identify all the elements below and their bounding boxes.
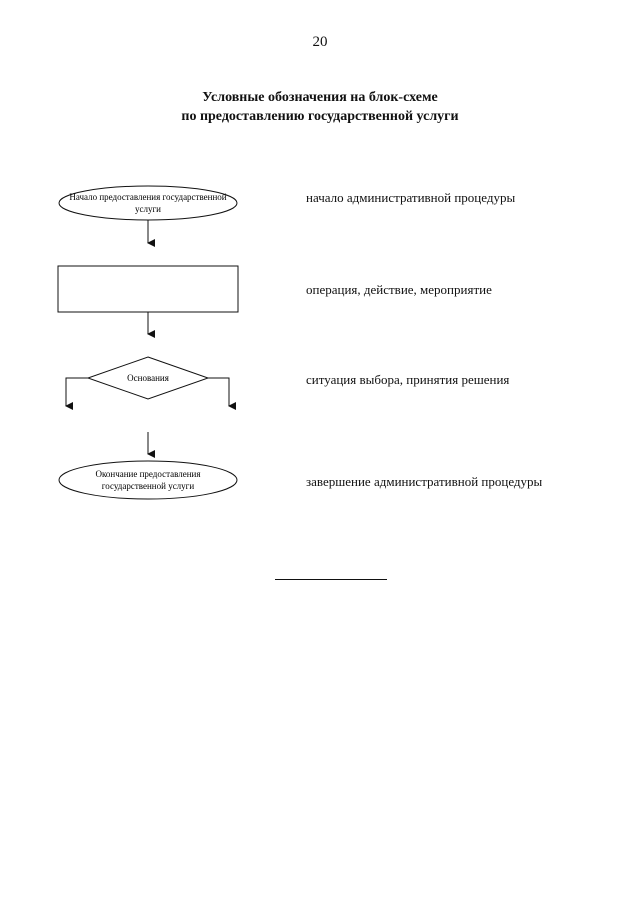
description-start: начало административной процедуры [306,190,516,205]
branch-left [66,378,88,406]
title-line-1: Условные обозначения на блок-схеме [202,90,438,105]
decision-diamond-label: Основания [127,373,169,383]
description-decision: ситуация выбора, принятия решения [306,372,510,387]
decision-diamond-symbol [66,357,229,406]
start-ellipse-symbol [59,186,237,220]
start-ellipse-label-line-1: Начало предоставления государственной [69,192,227,202]
operation-rectangle-symbol [58,266,238,312]
page-number: 20 [312,34,328,50]
end-ellipse-symbol [59,461,237,499]
description-operation: операция, действие, мероприятие [306,282,492,297]
footer-divider [275,579,387,580]
branch-right [208,378,229,406]
title-line-2: по предоставлению государственной услуги [181,109,459,124]
description-end: завершение административной процедуры [306,474,543,489]
end-ellipse-label-line-2: государственной услуги [101,481,195,491]
start-ellipse-label-line-2: услуги [135,204,161,214]
end-ellipse-label-line-1: Окончание предоставления [95,469,201,479]
